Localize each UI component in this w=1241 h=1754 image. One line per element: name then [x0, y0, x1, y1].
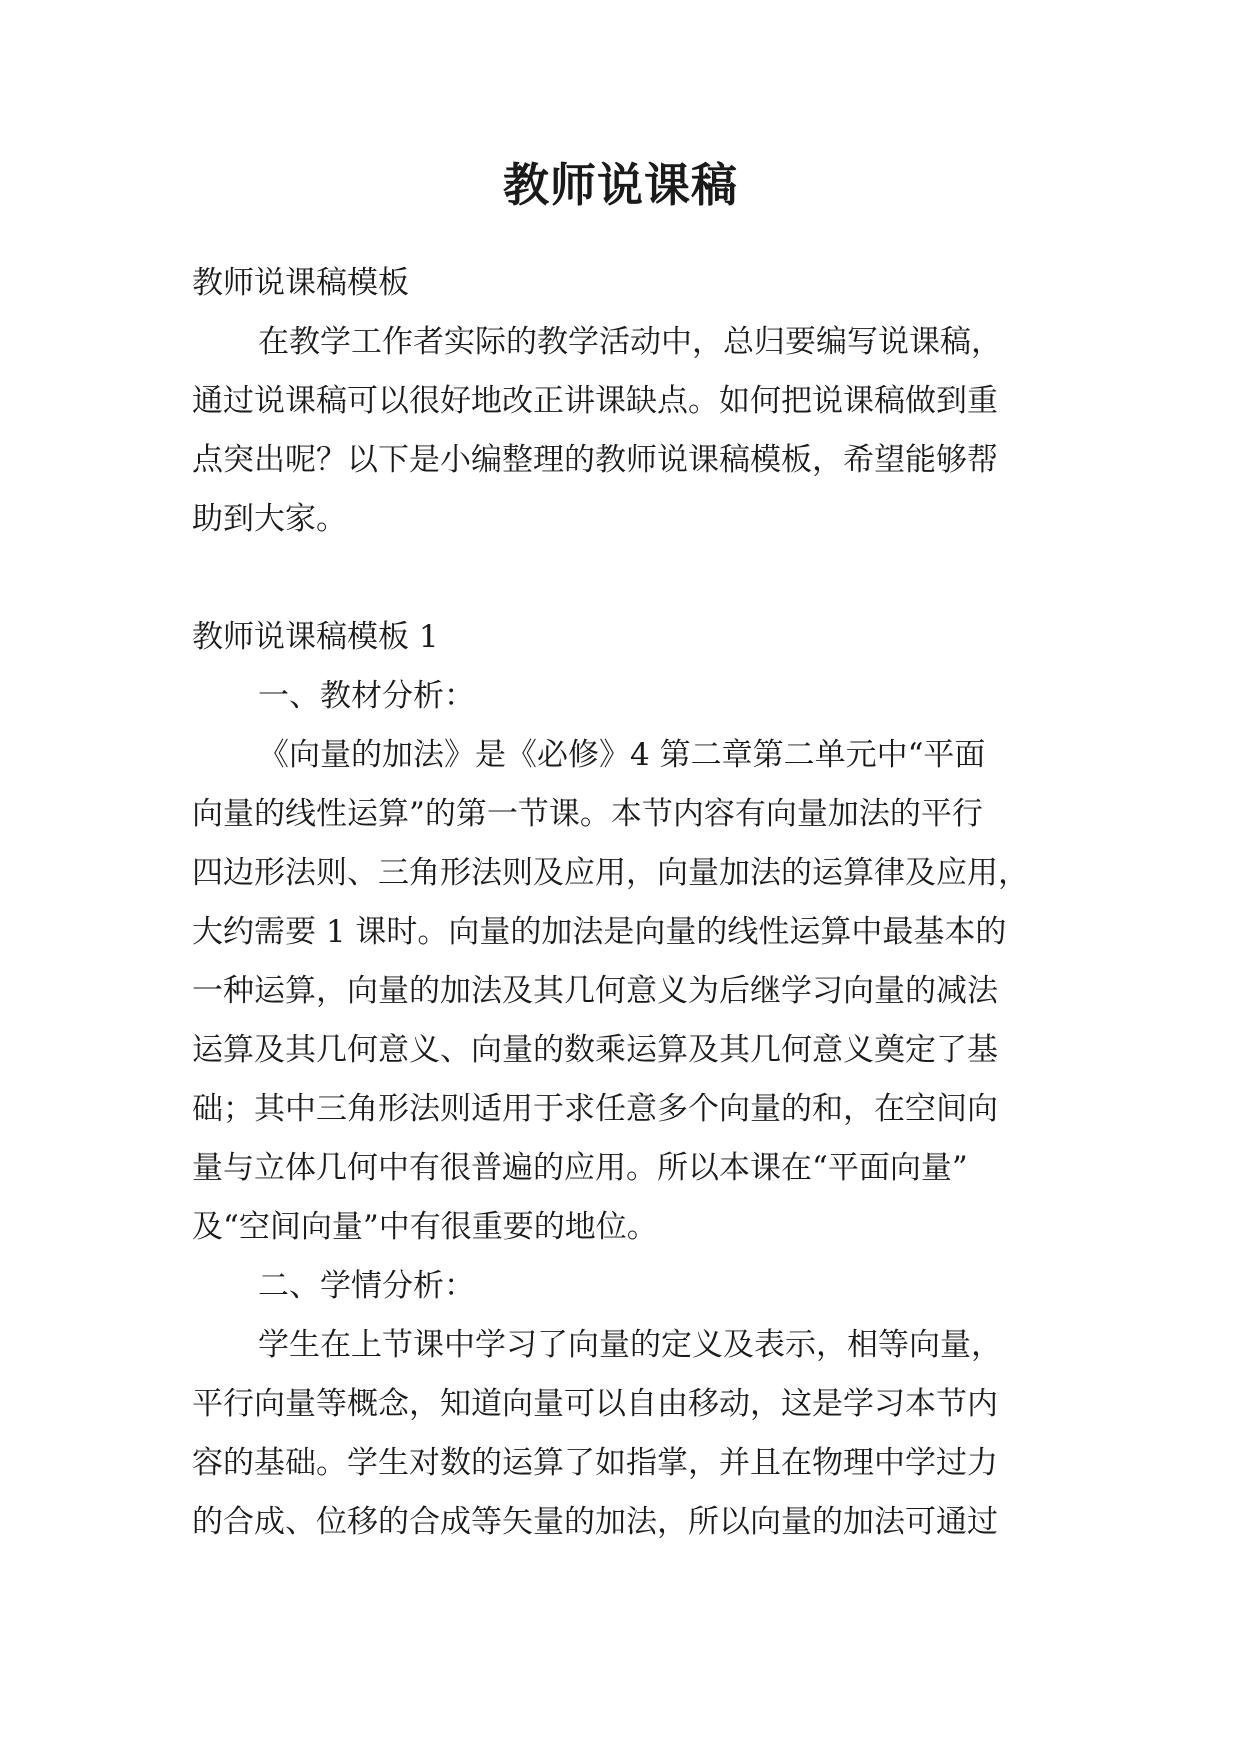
- intro-line-2: 通过说课稿可以很好地改正讲课缺点。如何把说课稿做到重: [192, 383, 998, 419]
- student-line-2: 平行向量等概念，知道向量可以自由移动，这是学习本节内: [192, 1386, 998, 1422]
- intro-line-1: 在教学工作者实际的教学活动中，总归要编写说课稿，: [258, 324, 1002, 360]
- textbook-line-5: 一种运算，向量的加法及其几何意义为后继学习向量的减法: [192, 973, 998, 1009]
- textbook-line-3: 四边形法则、三角形法则及应用，向量加法的运算律及应用，: [192, 855, 1029, 891]
- textbook-line-8: 量与立体几何中有很普遍的应用。所以本课在“平面向量”: [192, 1150, 968, 1186]
- textbook-line-4: 大约需要 1 课时。向量的加法是向量的线性运算中最基本的: [192, 914, 1007, 950]
- textbook-line-2: 向量的线性运算”的第一节课。本节内容有向量加法的平行: [192, 796, 983, 832]
- subheading-textbook-analysis: 一、教材分析：: [258, 678, 475, 714]
- intro-line-4: 助到大家。: [192, 501, 347, 537]
- subheading-student-analysis: 二、学情分析：: [258, 1268, 475, 1304]
- textbook-line-6: 运算及其几何意义、向量的数乘运算及其几何意义奠定了基: [192, 1032, 998, 1068]
- section-heading-template: 教师说课稿模板: [192, 265, 409, 301]
- student-line-1: 学生在上节课中学习了向量的定义及表示，相等向量，: [258, 1327, 1002, 1363]
- textbook-line-1: 《向量的加法》是《必修》4 第二章第二单元中“平面: [258, 737, 986, 773]
- textbook-line-9: 及“空间向量”中有很重要的地位。: [192, 1209, 658, 1245]
- textbook-line-7: 础；其中三角形法则适用于求任意多个向量的和，在空间向: [192, 1091, 998, 1127]
- student-line-3: 容的基础。学生对数的运算了如指掌，并且在物理中学过力: [192, 1445, 998, 1481]
- document-body: [192, 254, 1052, 1552]
- section-heading-template-1: 教师说课稿模板 1: [192, 619, 439, 655]
- paragraph-spacer: [192, 549, 1052, 608]
- student-line-4: 的合成、位移的合成等矢量的加法，所以向量的加法可通过: [192, 1504, 998, 1540]
- document-title: 教师说课稿: [503, 158, 738, 212]
- intro-line-3: 点突出呢？以下是小编整理的教师说课稿模板，希望能够帮: [192, 442, 998, 478]
